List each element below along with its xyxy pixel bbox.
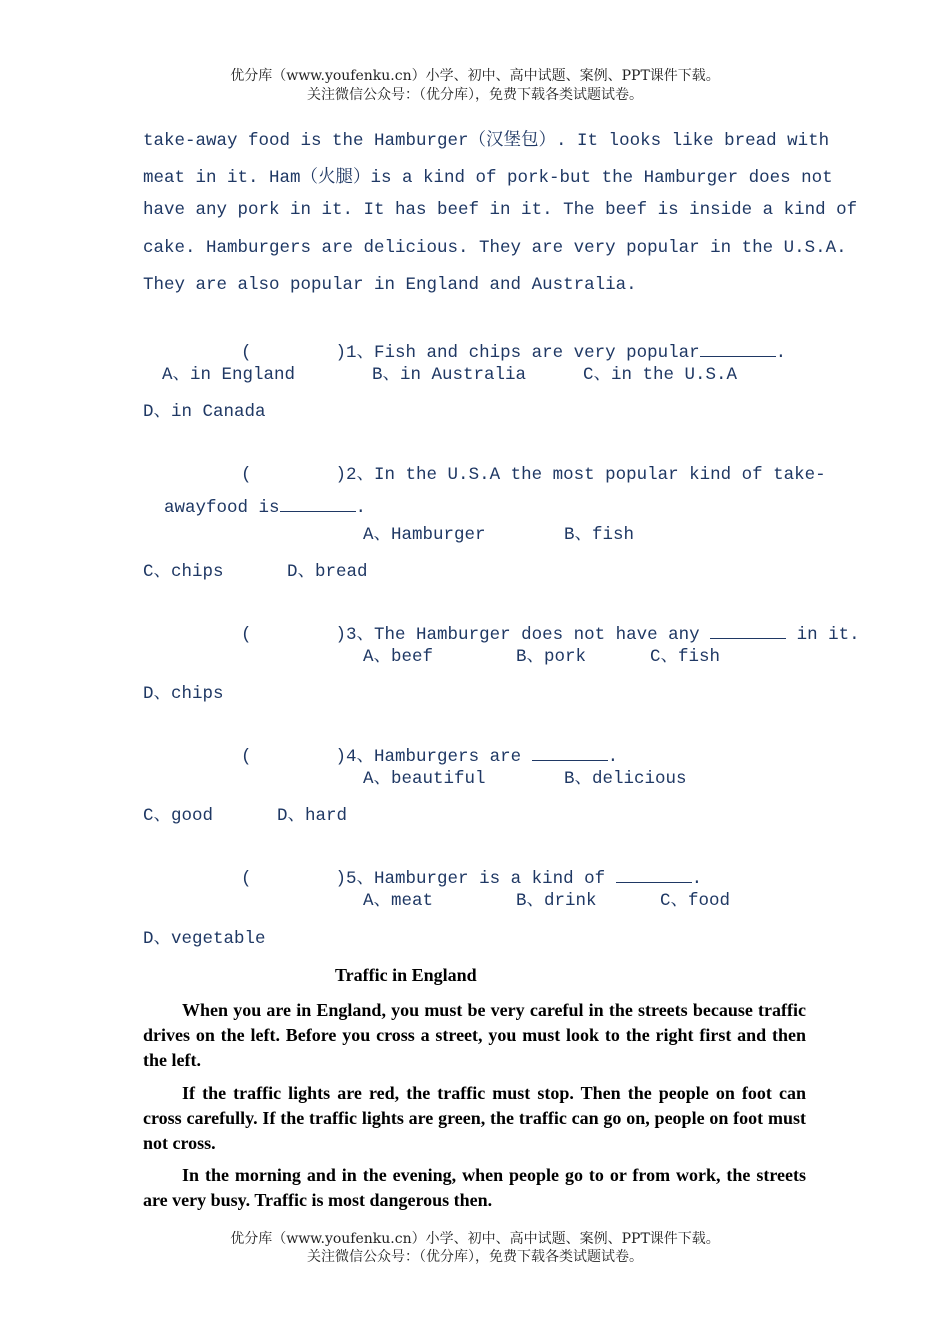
page-footer-line1: 优分库（www.youfenku.cn）小学、初中、高中试题、案例、PPT课件下载。: [230, 1231, 720, 1247]
answer-paren[interactable]: ( ): [241, 625, 347, 645]
option-b[interactable]: B、in Australia: [372, 365, 527, 385]
question-4: ( )4、Hamburgers are .: [241, 747, 619, 767]
option-c[interactable]: C、good: [143, 806, 214, 826]
answer-blank: [700, 342, 776, 357]
option-b[interactable]: B、delicious: [564, 769, 687, 789]
passage-line-3: have any pork in it. It has beef in it. The beef is inside a kind of: [143, 200, 858, 220]
option-a[interactable]: A、beautiful: [363, 769, 486, 789]
option-d[interactable]: D、chips: [143, 684, 224, 704]
option-c[interactable]: C、food: [660, 891, 731, 911]
section-title: Traffic in England: [335, 965, 477, 985]
question-2-cont: awayfood is .: [164, 498, 367, 518]
option-d[interactable]: D、hard: [277, 806, 348, 826]
passage-line-5: They are also popular in England and Australia.: [143, 275, 637, 295]
passage-line-4: cake. Hamburgers are delicious. They are very popular in the U.S.A.: [143, 238, 847, 258]
answer-blank: [532, 746, 608, 761]
answer-blank: [280, 497, 356, 512]
passage-line-1: take-away food is the Hamburger（汉堡包）. It looks like bread with: [143, 131, 830, 151]
option-d[interactable]: D、bread: [287, 562, 368, 582]
answer-paren[interactable]: ( ): [241, 869, 347, 889]
paragraph-3: In the morning and in the evening, when people go to or from work, the streets are very busy. Traffic is most dangerous then.: [143, 1165, 806, 1210]
option-a[interactable]: A、Hamburger: [363, 525, 486, 545]
question-1: ( )1、Fish and chips are very popular .: [241, 343, 787, 363]
option-c[interactable]: C、chips: [143, 562, 224, 582]
option-d[interactable]: D、vegetable: [143, 929, 266, 949]
answer-blank: [710, 624, 786, 639]
paragraph-2: If the traffic lights are red, the traffic must stop. Then the people on foot can cross carefully. If the traffic lights are green, the traffic can go on, people on foot must not cross.: [143, 1083, 806, 1153]
question-stem: 4、Hamburgers are: [346, 747, 532, 767]
question-5: ( )5、Hamburger is a kind of .: [241, 869, 703, 889]
question-stem: 1、Fish and chips are very popular: [346, 343, 700, 363]
option-b[interactable]: B、pork: [516, 647, 587, 667]
page-header-line2: 关注微信公众号：（优分库），免费下载各类试题试卷。: [307, 87, 643, 103]
paragraph-1: When you are in England, you must be very careful in the streets because traffic drives on the left. Before you cross a street, you must look to the right first and then the left.: [143, 1000, 806, 1070]
passage-line-2: meat in it. Ham（火腿）is a kind of pork-but the Hamburger does not: [143, 168, 833, 188]
option-a[interactable]: A、beef: [363, 647, 434, 667]
option-d[interactable]: D、in Canada: [143, 402, 266, 422]
answer-paren[interactable]: ( ): [241, 465, 347, 485]
option-b[interactable]: B、fish: [564, 525, 635, 545]
page-header-line1: 优分库（www.youfenku.cn）小学、初中、高中试题、案例、PPT课件下载。: [230, 68, 720, 84]
question-stem: 2、In the U.S.A the most popular kind of take-: [346, 465, 826, 485]
option-c[interactable]: C、fish: [650, 647, 721, 667]
option-a[interactable]: A、in England: [162, 365, 296, 385]
answer-blank: [616, 868, 692, 883]
question-stem: 5、Hamburger is a kind of: [346, 869, 616, 889]
answer-paren[interactable]: ( ): [241, 343, 347, 363]
option-a[interactable]: A、meat: [363, 891, 434, 911]
question-stem: 3、The Hamburger does not have any: [346, 625, 711, 645]
answer-paren[interactable]: ( ): [241, 747, 347, 767]
option-b[interactable]: B、drink: [516, 891, 597, 911]
question-3: ( )3、The Hamburger does not have any in it.: [241, 625, 860, 645]
option-c[interactable]: C、in the U.S.A: [583, 365, 738, 385]
page-footer-line2: 关注微信公众号：（优分库），免费下载各类试题试卷。: [307, 1249, 643, 1265]
